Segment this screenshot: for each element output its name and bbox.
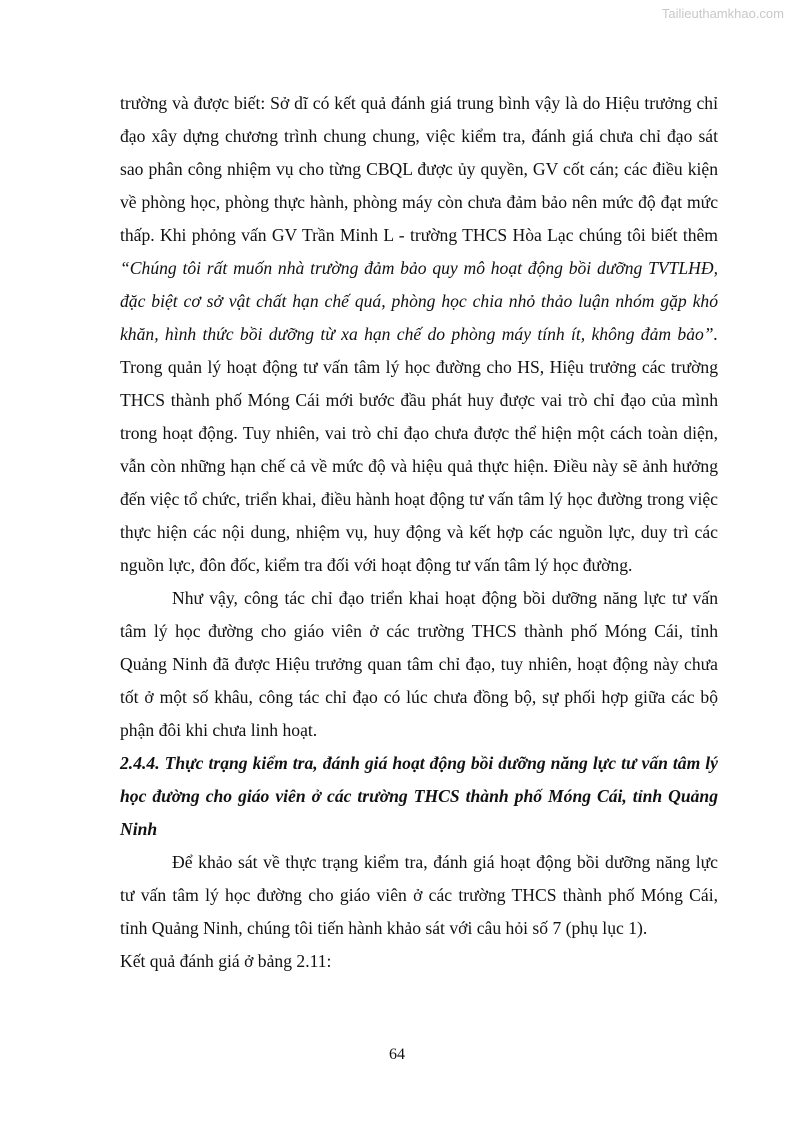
paragraph-1-text: trường và được biết: Sở dĩ có kết quả đánh giá trung bình vậy là do Hiệu trưởng chỉ đạo xây dựng chương trình chung chung, việc kiểm tra, đánh giá chưa chỉ đạo sát sao phân công nhiệm vụ cho từng CBQL được ủy quyền, GV cốt cán; các điều kiện về phòng học, phòng thực hành, phòng máy còn chưa đảm bảo nên mức độ đạt mức thấp. Khi phỏng vấn GV Trần Minh L - trường THCS Hòa Lạc chúng tôi biết thêm xyxy=(120,93,718,245)
paragraph-4: Kết quả đánh giá ở bảng 2.11: xyxy=(120,951,332,971)
paragraph-1-continuation: Trong quản lý hoạt động tư vấn tâm lý học đường cho HS, Hiệu trưởng các trường THCS thành phố Móng Cái mới bước đầu phát huy được vai trò chỉ đạo của mình trong hoạt động. Tuy nhiên, vai trò chỉ đạo chưa được thể hiện một cách toàn diện, vẫn còn những hạn chế cả về mức độ và hiệu quả thực hiện. Điều này sẽ ảnh hưởng đến việc tổ chức, triển khai, điều hành hoạt động tư vấn tâm lý học đường trong việc thực hiện các nội dung, nhiệm vụ, huy động và kết hợp các nguồn lực, duy trì các nguồn lực, đôn đốc, kiểm tra đối với hoạt động tư vấn tâm lý học đường. xyxy=(120,357,718,575)
watermark: Tailieuthamkhao.com xyxy=(661,6,784,21)
interview-quote: “Chúng tôi rất muốn nhà trường đảm bảo quy mô hoạt động bồi dưỡng TVTLHĐ, đặc biệt cơ sở vật chất hạn chế quá, phòng học chia nhỏ thảo luận nhóm gặp khó khăn, hình thức bồi dưỡng từ xa hạn chế do phòng máy tính ít, không đảm bảo”. xyxy=(120,258,718,344)
paragraph-2: Như vậy, công tác chỉ đạo triển khai hoạt động bồi dưỡng năng lực tư vấn tâm lý học đường cho giáo viên ở các trường THCS thành phố Móng Cái, tỉnh Quảng Ninh đã được Hiệu trưởng quan tâm chỉ đạo, tuy nhiên, hoạt động này chưa tốt ở một số khâu, công tác chỉ đạo có lúc chưa đồng bộ, sự phối hợp giữa các bộ phận đôi khi chưa linh hoạt. xyxy=(120,588,718,740)
paragraph-3: Để khảo sát về thực trạng kiểm tra, đánh giá hoạt động bồi dưỡng năng lực tư vấn tâm lý học đường cho giáo viên ở các trường THCS thành phố Móng Cái, tỉnh Quảng Ninh, chúng tôi tiến hành khảo sát với câu hỏi số 7 (phụ lục 1). xyxy=(120,852,718,938)
document-body xyxy=(120,87,718,978)
section-heading: 2.4.4. Thực trạng kiểm tra, đánh giá hoạt động bồi dưỡng năng lực tư vấn tâm lý học đường cho giáo viên ở các trường THCS thành phố Móng Cái, tỉnh Quảng Ninh xyxy=(120,753,718,839)
page-number: 64 xyxy=(389,1046,405,1063)
paragraph-1 xyxy=(120,87,718,582)
